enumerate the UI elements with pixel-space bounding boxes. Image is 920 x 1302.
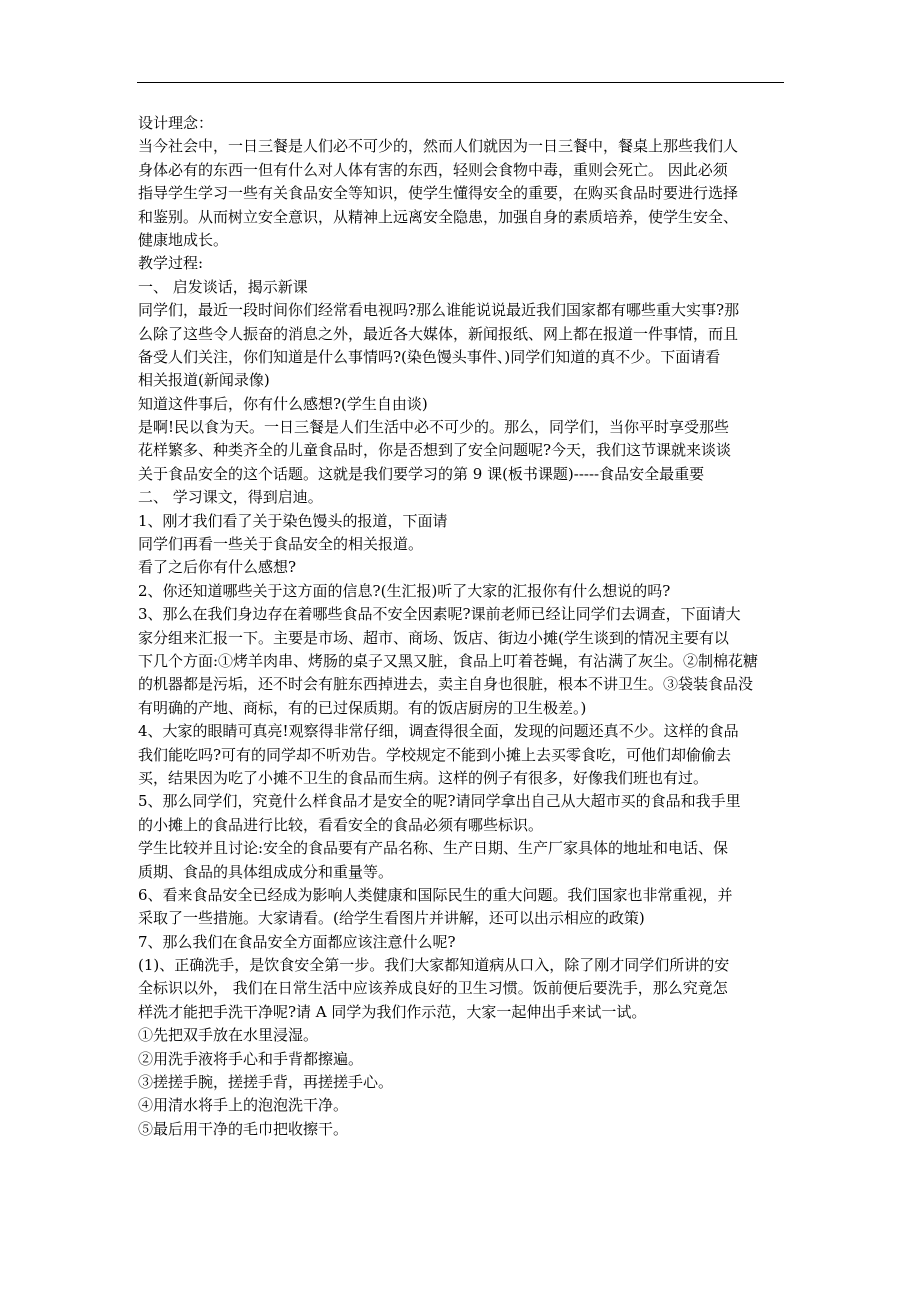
text-line: 和鉴别。从而树立安全意识，从精神上远离安全隐患，加强自身的素质培养，使学生安全、 [138, 207, 739, 226]
text-line: 5、那么同学们，究竟什么样食品才是安全的呢?请同学拿出自己从大超市买的食品和我手里 [138, 792, 741, 811]
text-line: ⑤最后用干净的毛巾把收擦干。 [138, 1119, 349, 1138]
text-line: 的机器都是污垢，还不时会有脏东西掉进去，卖主自身也很脏，根本不讲卫生。③袋装食品没 [138, 675, 754, 694]
text-line: (1)、正确洗手，是饮食安全第一步。我们大家都知道病从口入，除了刚才同学们所讲的安 [138, 956, 730, 975]
text-line: 教学过程: [138, 254, 204, 273]
text-line: ②用洗手液将手心和手背都擦遍。 [138, 1049, 364, 1068]
text-line: ①先把双手放在水里浸湿。 [138, 1026, 319, 1045]
text-line: 二、 学习课文，得到启迪。 [138, 488, 323, 507]
document-body [138, 112, 788, 1141]
text-line: ④用清水将手上的泡泡洗干净。 [138, 1096, 349, 1115]
text-line: 学生比较并且讨论:安全的食品要有产品名称、生产日期、生产厂家具体的地址和电话、保 [138, 839, 729, 858]
text-line: 下几个方面:①烤羊肉串、烤肠的桌子又黑又脏，食品上叮着苍蝇，有沾满了灰尘。②制棉花糖 [138, 651, 759, 670]
text-line: 相关报道(新闻录像) [138, 371, 270, 390]
text-line: 同学们再看一些关于食品安全的相关报道。 [138, 535, 424, 554]
text-line: 指导学生学习一些有关食品安全等知识，使学生懂得安全的重要，在购买食品时要进行选择 [138, 184, 739, 203]
text-line: 看了之后你有什么感想? [138, 558, 297, 577]
text-line: 4、大家的眼睛可真亮!观察得非常仔细，调查得很全面，发现的问题还真不少。这样的食品 [138, 722, 739, 741]
text-line: 1、刚才我们看了关于染色馒头的报道，下面请 [138, 511, 448, 530]
text-line: 的小摊上的食品进行比较，看看安全的食品必须有哪些标识。 [138, 815, 544, 834]
text-line: 知道这件事后，你有什么感想?(学生自由谈) [138, 394, 428, 413]
text-line: 我们能吃吗?可有的同学却不听劝告。学校规定不能到小摊上去买零食吃，可他们却偷偷去 [138, 745, 732, 764]
text-line: 健康地成长。 [138, 230, 229, 249]
text-line: 有明确的产地、商标，有的已过保质期。有的饭店厨房的卫生极差。) [138, 698, 587, 717]
text-line: 6、看来食品安全已经成为影响人类健康和国际民生的重大问题。我们国家也非常重视，并 [138, 885, 733, 904]
text-line: 3、那么在我们身边存在着哪些食品不安全因素呢?课前老师已经让同学们去调查，下面请大 [138, 605, 741, 624]
text-line: 备受人们关注，你们知道是什么事情吗?(染色馒头事件、)同学们知道的真不少。下面请看 [138, 347, 721, 366]
text-line: 家分组来汇报一下。主要是市场、超市、商场、饭店、街边小摊(学生谈到的情况主要有以 [138, 628, 729, 647]
header-rule [137, 82, 784, 83]
text-line: 关于食品安全的这个话题。这就是我们要学习的第 9 课(板书课题)-----食品安全最重要 [138, 464, 705, 483]
text-line: 么除了这些令人振奋的消息之外，最近各大媒体，新闻报纸、网上都在报道一件事情，而且 [138, 324, 739, 343]
text-line: 采取了一些措施。大家请看。(给学生看图片并讲解，还可以出示相应的政策) [138, 909, 645, 928]
text-line: 是啊!民以食为天。一日三餐是人们生活中必不可少的。那么，同学们，当你平时享受那些 [138, 418, 730, 437]
text-line: 买，结果因为吃了小摊不卫生的食品而生病。这样的例子有很多，好像我们班也有过。 [138, 768, 709, 787]
text-line: 同学们，最近一段时间你们经常看电视吗?那么谁能说说最近我们国家都有哪些重大实事?那 [138, 301, 740, 320]
text-line: 2、你还知道哪些关于这方面的信息?(生汇报)听了大家的汇报你有什么想说的吗? [138, 581, 671, 600]
text-line: 7、那么我们在食品安全方面都应该注意什么呢? [138, 932, 456, 951]
text-line: 样洗才能把手洗干净呢?请 A 同学为我们作示范，大家一起伸出手来试一试。 [138, 1002, 647, 1021]
text-line: 身体必有的东西一但有什么对人体有害的东西，轻则会食物中毒，重则会死亡。 因此必须 [138, 160, 728, 179]
text-line: 设计理念： [138, 114, 214, 132]
text-line: 当今社会中，一日三餐是人们必不可少的，然而人们就因为一日三餐中，餐桌上那些我们人 [138, 137, 739, 156]
text-line: 花样繁多、种类齐全的儿童食品时，你是否想到了安全问题呢?今天，我们这节课就来谈谈 [138, 441, 732, 460]
text-line: 质期、食品的具体组成成分和重量等。 [138, 862, 394, 881]
text-line: ③搓搓手腕，搓搓手背，再搓搓手心。 [138, 1073, 394, 1092]
text-line: 全标识以外， 我们在日常生活中应该养成良好的卫生习惯。饭前便后要洗手，那么究竟怎 [138, 979, 728, 998]
text-line: 一、 启发谈话，揭示新课 [138, 277, 308, 296]
